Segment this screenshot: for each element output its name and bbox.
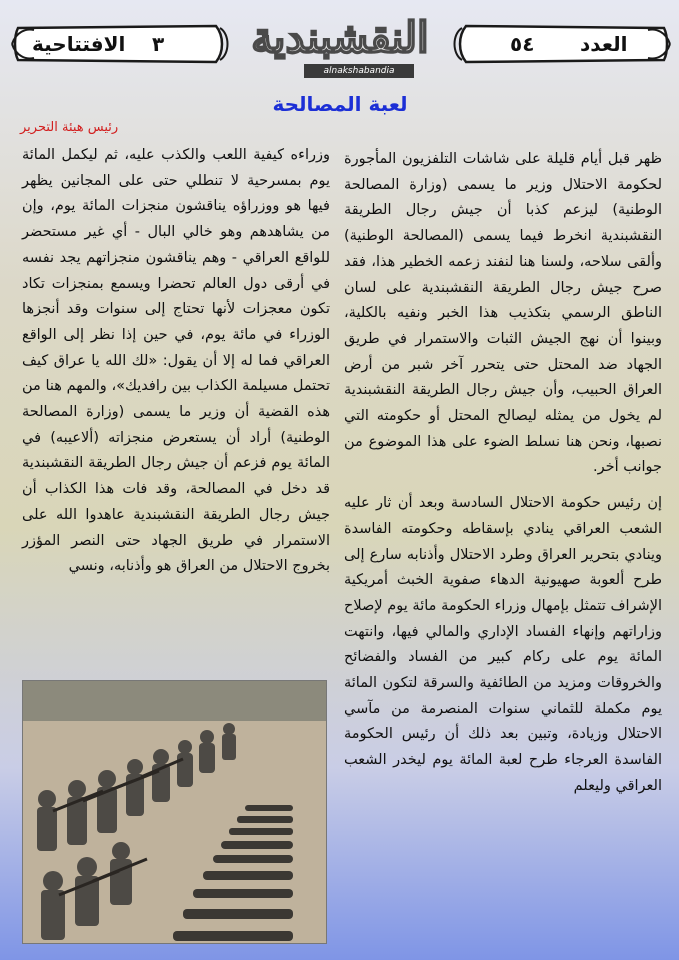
section-banner (10, 22, 232, 66)
paragraph: وزراءه كيفية اللعب والكذب عليه، ثم ليكمل المائة يوم بمسرحية لا تنطلي حتى على المجانين يظهر فيها هو ووزراؤه يناقشون منجزات المائة يوم، وإن من يشاهدهم وهو خالي البال - أي غير مستحضر للواقع العراقي - وهم يناقشون منجزاتهم يجد نفسه في أرقى دول العالم تحضرا ويسمع بمنجزات تكاد تكون معجزات لأنها تحتاج إلى سنوات وقد أنجزها الوزراء في مائة يوم، في حين إذا نظر إلى الواقع العراقي فما له إلا أن يقول: «لك الله يا عراق كيف تحتمل مسيلمة الكذاب بين رافديك»، والمهم هنا من هذه القضية أن وزير ما يسمى (وزارة المصالحة الوطنية) أراد أن يستعرض منجزاته (ألاعيبه) في المائة يوم فزعم أن جيش رجال الطريقة النقشبندية قد دخل في المصالحة، وقد فات هذا الكذاب أن جيش رجال الطريقة النقشبندية عاهدوا الله على الاستمرار في طريق الجهاد حتى النصر المؤزر بخروج الاحتلال من العراق هو وأذنابه، ونسي (22, 147, 330, 575)
logo-title: النقشبندية (251, 13, 429, 62)
paragraph: ظهر قبل أيام قليلة على شاشات التلفزيون المأجورة لحكومة الاحتلال وزير ما يسمى (وزارة المصالحة الوطنية) ليزعم كذبا أن جيش رجال الطريقة النقشبندية انخرط فيما يسمى (المصالحة الوطنية) وألقى سلاحه، ولسنا هنا لنفند زعمه الخطير هذا، فقد صرح جيش رجال الطريقة النقشبندية على لسان الناطق الرسمي بتكذيب هذا الخبر ونفيه بالكلية، وبينوا أن نهج الجيش الثبات والاستمرار في طريق الجهاد ضد المحتل حتى يتحرر آخر شبر من أرض العراق الحبيب، وأن جيش رجال الطريقة النقشبندية لم يخول من يمثله ليصالح المحتل أو حكومته التي نصبها، ونحن هنا نسلط الضوء على هذا الموضوع من جوانب أخر. (344, 151, 662, 476)
issue-number: ٥٤ (510, 32, 535, 56)
section-label: الافتتاحية (32, 32, 126, 56)
issue-label: العدد (580, 32, 628, 56)
author-label: رئيس هيئة التحرير (20, 120, 119, 135)
issue-banner (450, 22, 672, 66)
paragraph: إن رئيس حكومة الاحتلال السادسة وبعد أن ثار عليه الشعب العراقي ينادي بإسقاطه وحكومته الفاسدة وينادي بتحرير العراق وطرد الاحتلال وأذنابه سارع إلى طرح ألعوبة صهيونية الدهاء صفوية الخبث أمريكية الإشراف تتمثل بإمهال وزراء الحكومة مائة يوم لإصلاح وزاراتهم وإنهاء الفساد الإداري والمالي فيها، وانتهت المائة يوم على ركام كبير من الفساد والفضائح والخروقات ومزيد من الطائفية والسرقة لتكون المائة يوم مكملة للثماني سنوات المنصرمة من مآسي الاحتلال وزيادة، وتبين بعد ذلك أن رئيس الحكومة الفاسدة العرجاء طرح لعبة المائة يوم ليخدر الشعب العراقي وليعلم (344, 495, 662, 794)
page-number: ٣ (152, 32, 165, 56)
photo-illustration (23, 681, 326, 943)
magazine-logo (244, 12, 436, 84)
page-header (0, 0, 679, 92)
logo-subtitle: alnakshabandia (304, 64, 414, 78)
article-left-column (22, 143, 330, 580)
article-title: لعبة المصالحة (272, 92, 408, 116)
photo-armed-fighters (22, 680, 327, 944)
ribbon-shape (450, 22, 672, 66)
article-right-column (344, 147, 662, 800)
